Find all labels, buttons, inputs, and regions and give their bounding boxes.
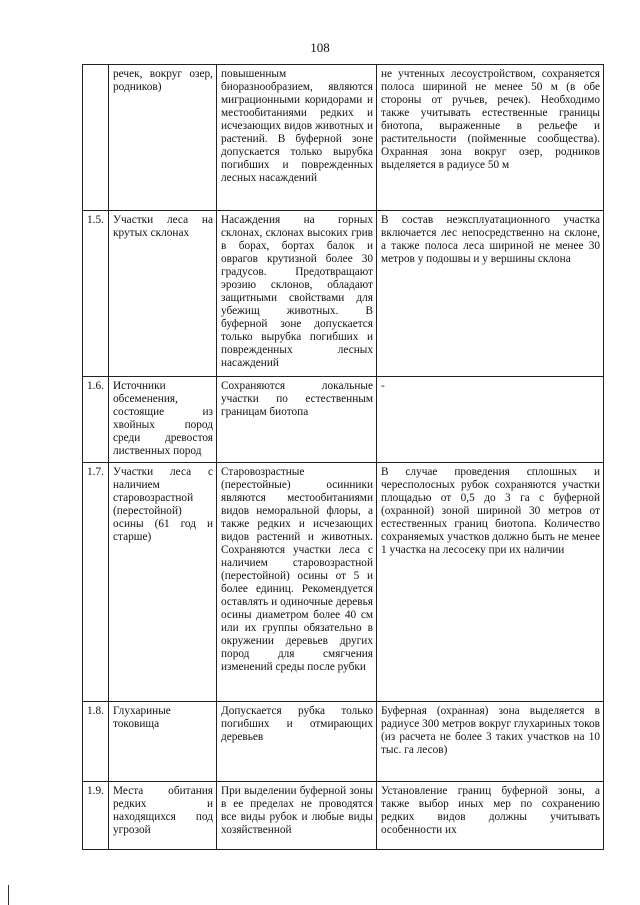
row-requirements: не учтенных лесоустройством, сохраняется полоса шириной не менее 50 м (в обе стороны от ручьев, речек). Необходимо также учитывать естественные границы биотопа, выраженные в рельефе и растительности (пойменные сообщества). Охранная зона вокруг озер, родников выделяется в радиусе 50 м: [377, 65, 604, 211]
table-row: [83, 782, 604, 850]
row-description: При выделении буферной зоны в ее пределах не проводятся все виды рубок и любые виды хозяйственной: [217, 782, 377, 850]
row-description: Насаждения на горных склонах, склонах высоких грив в борах, бортах балок и оврагов крутизной более 30 градусов. Предотвращают эрозию склонов, обладают защитными свойствами для убежищ животных. В буферной зоне допускается только вырубка погибших и поврежденных лесных насаждений: [217, 211, 377, 377]
row-number: 1.6.: [83, 377, 109, 463]
row-description: повышенным биоразнообразием, являются миграционными коридорами и местообитаниями редких и исчезающих видов животных и растений. В буферной зоне допускается только вырубка погибших и поврежденных лесных насаждений: [217, 65, 377, 211]
scan-edge-mark: [8, 885, 9, 905]
row-object-name: Места обитания редких и находящихся под угрозой: [109, 782, 217, 850]
row-number: [83, 65, 109, 211]
row-requirements: Буферная (охранная) зона выделяется в радиусе 300 метров вокруг глухариных токов (из расчета не более 3 таких участков на 10 тыс. га лесов): [377, 702, 604, 782]
table-row: [83, 65, 604, 211]
table-row: [83, 377, 604, 463]
table-row: [83, 702, 604, 782]
row-object-name: Участки леса на крутых склонах: [109, 211, 217, 377]
table-row: [83, 463, 604, 702]
row-requirements: В случае проведения сплошных и чересполосных рубок сохраняются участки площадью от 0,5 до 3 га с буферной (охранной) зоной шириной 30 метров от естественных границ биотопа. Количество сохраняемых участков должно быть не менее 1 участка на лесосеку при их наличии: [377, 463, 604, 702]
row-object-name: Источники обсеменения, состоящие из хвойных пород среди древостоя лиственных пород: [109, 377, 217, 463]
row-description: Старовозрастные (перестойные) осинники являются местообитаниями видов неморальной флоры, а также редких и исчезающих видов растений и животных. Сохраняются участки леса с наличием старовозрастной (перестойной) осины от 5 и более единиц. Рекомендуется оставлять и одиночные деревья осины диаметром более 40 см или их группы обязательно в окружении деревьев других пород для смягчения изменений среды после рубки: [217, 463, 377, 702]
row-number: 1.9.: [83, 782, 109, 850]
page-number: 108: [310, 40, 330, 55]
row-requirements: -: [377, 377, 604, 463]
row-requirements: В состав неэксплуатационного участка включается лес непосредственно на склоне, а также полоса леса шириной не менее 30 метров у подошвы и у вершины склона: [377, 211, 604, 377]
row-object-name: речек, вокруг озер, родников): [109, 65, 217, 211]
row-number: 1.5.: [83, 211, 109, 377]
row-description: Допускается рубка только погибших и отмирающих деревьев: [217, 702, 377, 782]
regulation-table: [82, 64, 604, 850]
row-number: 1.7.: [83, 463, 109, 702]
row-number: 1.8.: [83, 702, 109, 782]
row-requirements: Установление границ буферной зоны, а также выбор иных мер по сохранению редких видов должны учитывать особенности их: [377, 782, 604, 850]
row-object-name: Участки леса с наличием старовозрастной (перестойной) осины (61 год и старше): [109, 463, 217, 702]
row-description: Сохраняются локальные участки по естественным границам биотопа: [217, 377, 377, 463]
table-row: [83, 211, 604, 377]
row-object-name: Глухариные токовища: [109, 702, 217, 782]
